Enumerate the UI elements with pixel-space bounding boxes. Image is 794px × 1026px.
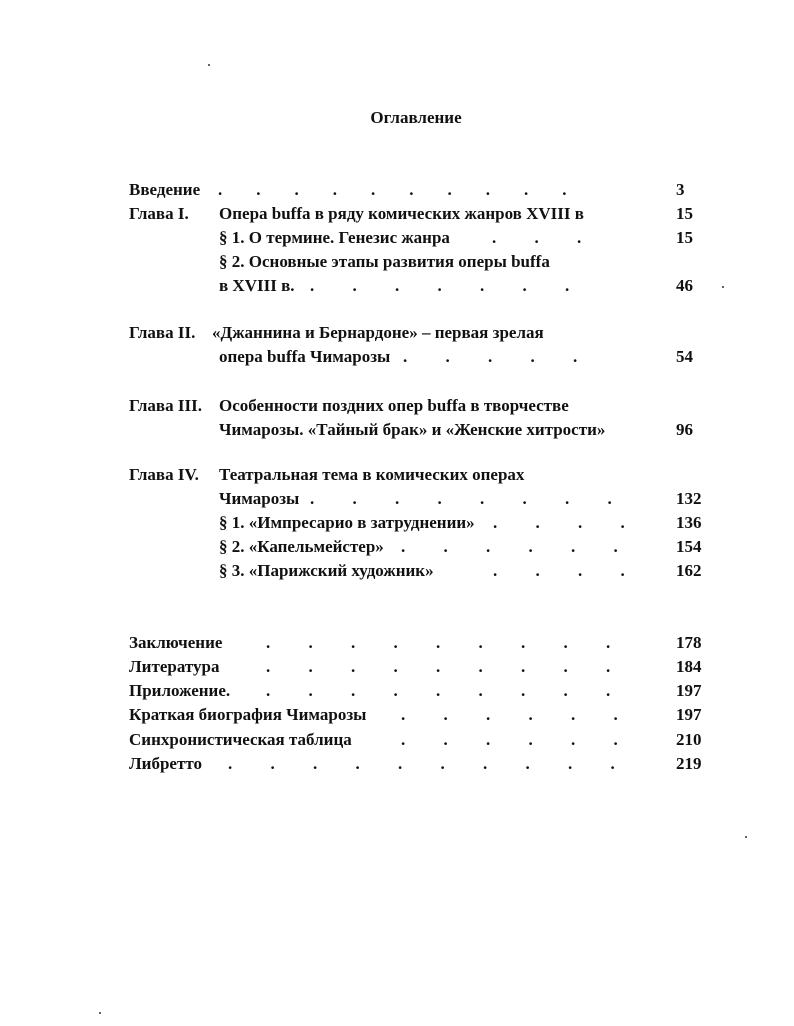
- toc-label-literature: Литература: [129, 657, 220, 676]
- leader-dots: . . . . . . . . .: [266, 681, 611, 700]
- toc-page-conclusion: 178: [676, 633, 702, 652]
- leader-dots: . . . . . . . . . .: [218, 180, 567, 199]
- scan-speck: [208, 64, 210, 66]
- leader-dots: . . . . . . . .: [310, 489, 612, 508]
- toc-title-ch2: «Джаннина и Бернардоне» – первая зрелая: [212, 323, 544, 342]
- toc-label-intro: Введение: [129, 180, 201, 199]
- toc-page-literature: 184: [676, 657, 702, 676]
- leader-dots: . . . . . . . . .: [266, 633, 611, 652]
- toc-label-libretto: Либретто: [129, 754, 202, 773]
- toc-page-appendix: 197: [676, 681, 702, 700]
- toc-page-ch1: 15: [676, 204, 693, 223]
- toc-page-ch4s3: 162: [676, 561, 702, 580]
- toc-page-ch2: 54: [676, 347, 693, 366]
- toc-label-ch2: Глава II.: [129, 323, 196, 342]
- toc-page-biography: 197: [676, 705, 702, 724]
- toc-label-conclusion: Заключение: [129, 633, 223, 652]
- toc-label-ch3: Глава III.: [129, 396, 202, 415]
- toc-page-ch1s2: 46: [676, 276, 693, 295]
- leader-dots: . . . . . .: [401, 705, 618, 724]
- leader-dots: . . . . . . .: [310, 276, 570, 295]
- toc-page-ch3: 96: [676, 420, 693, 439]
- toc-title-ch2-cont: опера buffa Чимарозы: [219, 347, 391, 366]
- toc-title-ch4s1: § 1. «Импресарио в затруднении»: [219, 513, 475, 532]
- toc-page-ch4s2: 154: [676, 537, 702, 556]
- toc-page-ch4: 132: [676, 489, 702, 508]
- toc-title-ch4s3: § 3. «Парижский художник»: [219, 561, 434, 580]
- scan-speck: [722, 286, 724, 288]
- toc-label-biography: Краткая биография Чимарозы: [129, 705, 367, 724]
- leader-dots: . . . . . . . . .: [266, 657, 611, 676]
- toc-title-ch1s1: § 1. О термине. Генезис жанра: [219, 228, 450, 247]
- toc-page-ch4s1: 136: [676, 513, 702, 532]
- toc-page-intro: 3: [676, 180, 685, 199]
- leader-dots: . . . . . .: [401, 537, 618, 556]
- toc-label-appendix: Приложение.: [129, 681, 231, 700]
- leader-dots: . . . . . . . . . .: [228, 754, 615, 773]
- toc-page-sync-table: 210: [676, 730, 702, 749]
- toc-label-ch1: Глава I.: [129, 204, 189, 223]
- scan-speck: [745, 836, 747, 838]
- leader-dots: . . . . .: [403, 347, 578, 366]
- toc-title-ch1: Опера buffa в ряду комических жанров XVIII в: [219, 204, 584, 223]
- leader-dots: . . . .: [493, 513, 625, 532]
- toc-title-ch4s2: § 2. «Капельмейстер»: [219, 537, 384, 556]
- leader-dots: . . .: [492, 228, 582, 247]
- toc-page-libretto: 219: [676, 754, 702, 773]
- toc-label-sync-table: Синхронистическая таблица: [129, 730, 352, 749]
- scan-speck: [99, 1012, 101, 1014]
- toc-title-ch1s2-cont: в XVIII в.: [219, 276, 295, 295]
- page-title: Оглавление: [370, 108, 462, 127]
- toc-title-ch3: Особенности поздних опер buffa в творчестве: [219, 396, 569, 415]
- toc-title-ch1s2: § 2. Основные этапы развития оперы buffa: [219, 252, 550, 271]
- toc-title-ch4-cont: Чимарозы: [219, 489, 300, 508]
- toc-label-ch4: Глава IV.: [129, 465, 199, 484]
- toc-title-ch4: Театральная тема в комических операх: [219, 465, 525, 484]
- toc-title-ch3-cont: Чимарозы. «Тайный брак» и «Женские хитрости»: [219, 420, 606, 439]
- leader-dots: . . . . . .: [401, 730, 618, 749]
- leader-dots: . . . .: [493, 561, 625, 580]
- toc-page-ch1s1: 15: [676, 228, 693, 247]
